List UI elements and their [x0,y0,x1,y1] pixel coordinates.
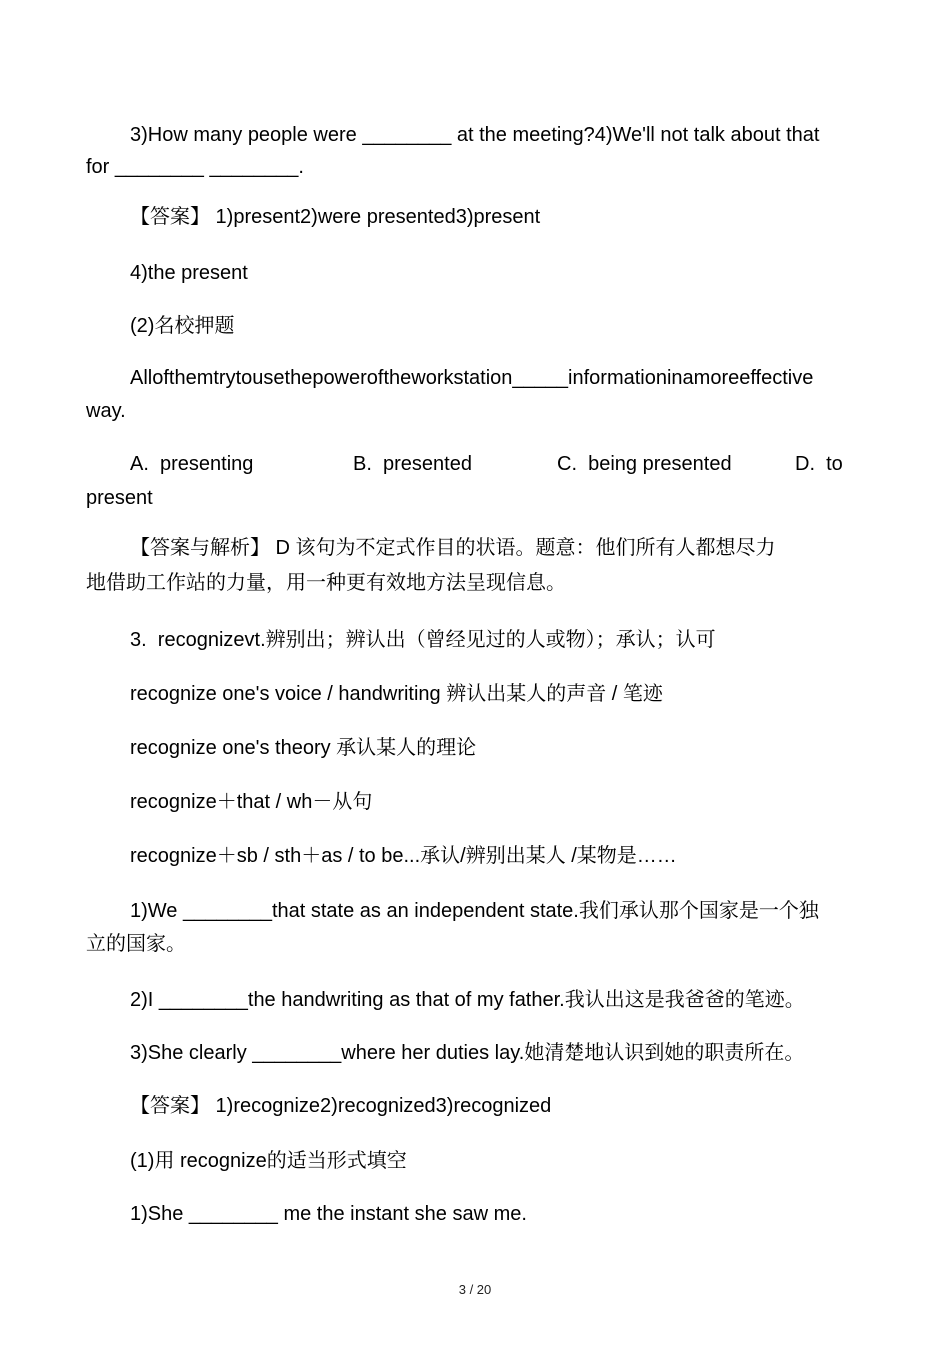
section-heading: (2)名校押题 [130,315,235,337]
multiple-choice-options [0,452,950,478]
explanation-continued: 地借助工作站的力量，用一种更有效地方法呈现信息。 [86,572,566,594]
exercise-heading: (1)用 recognize的适当形式填空 [130,1150,407,1172]
example-3: 3)She clearly ________where her duties lay.她清楚地认识到她的职责所在。 [130,1042,805,1064]
page-number: 3 / 20 [458,1282,492,1297]
example-1-continued: 立的国家。 [86,933,186,955]
option-a: A. presenting [130,453,254,475]
answer-line: 【答案】 1)present2)were presented3)present [130,206,541,228]
option-d: D. to [795,453,843,475]
exercise-sentence: Allofthemtrytousethepoweroftheworkstation_____informationinamoreeffective [130,367,814,389]
option-c: C. being presented [557,453,732,475]
answer-line-2: 【答案】 1)recognize2)recognized3)recognized [130,1095,552,1117]
usage-line-4: recognize＋sb / sth＋as / to be...承认/辨别出某人 /某物是…… [130,845,677,867]
option-d-continued: present [86,487,153,509]
explanation: 【答案与解析】 D 该句为不定式作目的状语。题意：他们所有人都想尽力 [130,537,776,559]
answer-line-continued: 4)the present [130,262,248,284]
vocab-heading: 3. recognizevt.辨别出；辨认出（曾经见过的人或物）；承认；认可 [130,629,716,651]
option-b: B. presented [353,453,472,475]
example-2: 2)I ________the handwriting as that of my father.我认出这是我爸爸的笔迹。 [130,989,805,1011]
usage-line-3: recognize＋that / wh－从句 [130,791,373,813]
exercise-sentence-continued: way. [86,400,126,422]
example-1: 1)We ________that state as an independent state.我们承认那个国家是一个独 [130,900,819,922]
usage-line-2: recognize one's theory 承认某人的理论 [130,737,477,759]
usage-line-1: recognize one's voice / handwriting 辨认出某人的声音 / 笔迹 [130,683,663,705]
question-4-text: for ________ ________. [86,156,304,178]
exercise-item-1: 1)She ________ me the instant she saw me. [130,1203,527,1225]
question-3-text: 3)How many people were ________ at the meeting?4)We'll not talk about that [130,124,820,146]
